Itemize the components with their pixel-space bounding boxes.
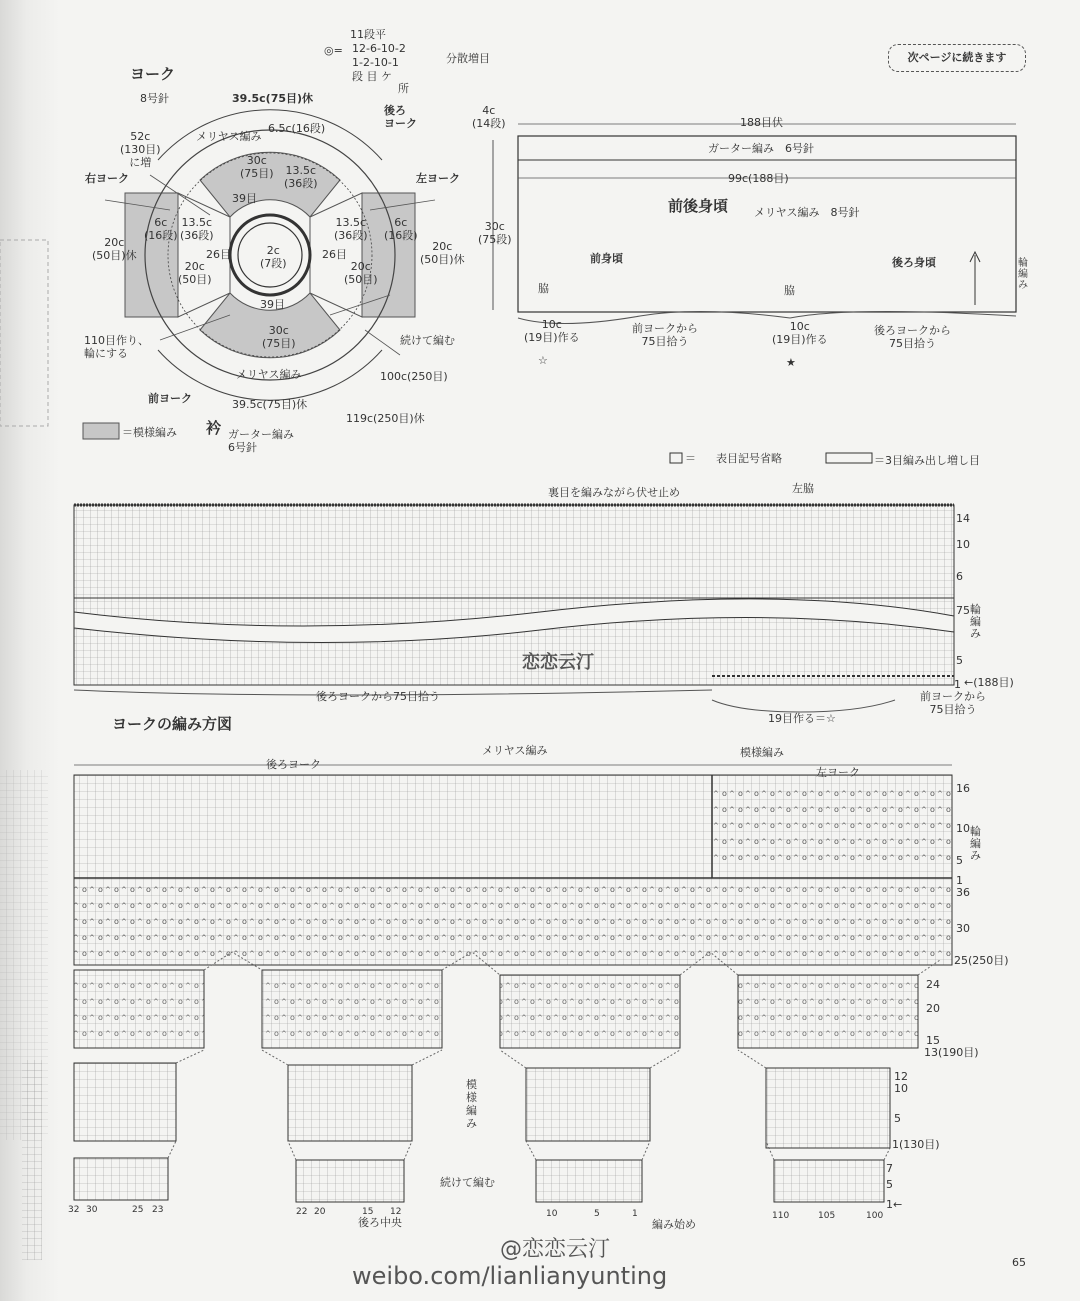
continue-next-page-note: 次ページに続きます (888, 44, 1026, 72)
side-label-2: 脇 (784, 284, 795, 297)
right-26-label: 26目 (322, 248, 347, 261)
continue-knit-label: 続けて編む (400, 334, 455, 347)
white-star: ☆ (538, 354, 548, 367)
top-30-label: 30c (75目) (240, 154, 274, 180)
back-pick-label: 後ろヨークから 75目拾う (874, 324, 951, 350)
body-4c-label: 4c (14段) (472, 104, 506, 130)
chart2-r13: 13(190目) (924, 1046, 979, 1059)
chart1-left-side: 左脇 (792, 482, 814, 495)
yoke-knitting-chart (74, 765, 952, 1202)
c99-label: 99c(188目) (728, 172, 789, 185)
right-yoke-label: 右ヨーク (85, 172, 129, 185)
chart2-r30: 30 (956, 922, 970, 935)
formula-line-4: 段 目 ケ (352, 70, 392, 83)
chart2-mid-pattern: 模 様 編 み (466, 1078, 477, 1130)
right-20-out-label: 20c (50目)休 (420, 240, 465, 266)
left-yoke-label: 左ヨーク (416, 172, 460, 185)
collar-center-label: 2c (7段) (260, 244, 287, 270)
chart1-row-6: 6 (956, 570, 963, 583)
bind-188-label: 188目伏 (740, 116, 783, 129)
left-26-label: 26目 (206, 248, 231, 261)
bottom-30-label: 30c (75目) (262, 324, 296, 350)
cast-on-label: 110目作り、 輪にする (84, 334, 149, 360)
chart1-row-14: 14 (956, 512, 970, 525)
right-20-in-label: 20c (50目) (344, 260, 378, 286)
top-39-label: 39目 (232, 192, 257, 205)
legend-item-1: ＝ (685, 452, 696, 465)
chart2-left-yoke: 左ヨーク (816, 766, 860, 779)
body-title: 前後身頃 (668, 197, 729, 215)
bottom-bind-label: 39.5c(75目)休 (232, 398, 308, 411)
chart1-front-pick: 前ヨークから 75目拾う (920, 690, 986, 716)
c119-label: 119c(250目)休 (346, 412, 425, 425)
chart2-r24: 24 (926, 978, 940, 991)
chart2-r10: 10 (956, 822, 970, 835)
chart2-pattern: 模様編み (740, 746, 784, 759)
legend-swatch (83, 423, 119, 439)
right-13-5-label: 13.5c (36段) (334, 216, 368, 242)
chart2-x12: 12 (390, 1207, 402, 1217)
chart2-continue: 続けて編む (440, 1176, 495, 1189)
chart2-x105: 105 (818, 1211, 836, 1221)
left-13-5-label: 13.5c (36段) (180, 216, 214, 242)
chart2-r5: 5 (956, 854, 963, 867)
chart1-row-75: 75 (956, 604, 970, 617)
chart2-x100: 100 (866, 1211, 884, 1221)
formula-line-5: 所 (398, 82, 409, 95)
formula-line-3: 1-2-10-1 (352, 56, 399, 69)
body-30c-label: 30c (75段) (478, 220, 512, 246)
chart2-x110: 110 (772, 1211, 790, 1221)
body-knitting-chart (74, 505, 954, 712)
chart1-row-5: 5 (956, 654, 963, 667)
left-dashed-box (0, 240, 48, 426)
legend-pattern-label: ＝模様編み (122, 426, 177, 439)
left-20-in-label: 20c (50目) (178, 260, 212, 286)
chart2-r5c: 5 (886, 1178, 893, 1191)
chart1-row-10: 10 (956, 538, 970, 551)
chart2-r1b: 1← (886, 1198, 903, 1211)
top-bind-label: 39.5c(75目)休 (232, 92, 314, 105)
chart1-top-label: 裏目を編みながら伏せ止め (548, 486, 680, 499)
chart1-round: 輪 編 み (970, 603, 981, 640)
right-6-label: 6c (16段) (384, 216, 418, 242)
side-label-1: 脇 (538, 282, 549, 295)
chart2-r1: 1 (956, 874, 963, 887)
chart2-r5b: 5 (894, 1112, 901, 1125)
chart2-x1: 1 (632, 1209, 638, 1219)
chart2-r12: 12 (894, 1070, 908, 1083)
chart2-r20: 20 (926, 1002, 940, 1015)
back-yoke-label: 後ろ ヨーク (384, 104, 417, 130)
formula-mark: ◎= (324, 44, 343, 57)
chart2-r25: 25(250目) (954, 954, 1009, 967)
chart2-r15: 15 (926, 1034, 940, 1047)
watermark-stamp: 恋恋云汀 (522, 652, 594, 673)
chart2-x25: 25 (132, 1205, 144, 1215)
chart2-x10: 10 (546, 1209, 558, 1219)
chart2-x20: 20 (314, 1207, 326, 1217)
front-pick-label: 前ヨークから 75目拾う (632, 322, 698, 348)
formula-line-2: 12-6-10-2 (352, 42, 406, 55)
front-yoke-label: 前ヨーク (148, 392, 192, 405)
left-52-label: 52c (130目) に増 (120, 130, 161, 169)
formula-note: 分散増目 (446, 52, 490, 65)
chart2-x32: 32 (68, 1205, 80, 1215)
chart2-x30: 30 (86, 1205, 98, 1215)
top-stockinette-label: メリヤス編み (196, 130, 262, 143)
chart2-r16: 16 (956, 782, 970, 795)
chart2-r10b: 10 (894, 1082, 908, 1095)
back-body-label: 後ろ身頃 (892, 256, 936, 269)
chart2-x22: 22 (296, 1207, 308, 1217)
left-10c-label: 10c (19目)作る (524, 318, 580, 344)
black-star: ★ (786, 356, 796, 369)
c100-label: 100c(250目) (380, 370, 448, 383)
page-number: 65 (1012, 1256, 1026, 1269)
chart2-round: 輪 編 み (970, 825, 981, 862)
mid-10c-label: 10c (19目)作る (772, 320, 828, 346)
collar-text: ガーター編み 6号針 (228, 428, 294, 454)
chart2-r7: 7 (886, 1162, 893, 1175)
chart1-row-1: 1 (954, 678, 961, 691)
chart2-back-yoke: 後ろヨーク (266, 758, 321, 771)
chart1-back-pick: 後ろヨークから75目拾う (316, 690, 440, 703)
chart2-r130: 1(130目) (892, 1138, 940, 1151)
round-knit-label: 輪編み (1018, 258, 1028, 291)
body-title-sub: メリヤス編み 8号針 (754, 206, 860, 219)
chart2-r36: 36 (956, 886, 970, 899)
yoke-needle: 8号針 (140, 92, 169, 105)
chart2-back-center: 後ろ中央 (358, 1216, 402, 1229)
chart1-make19: 19目作る＝☆ (768, 712, 836, 725)
top-6-5-label: 6.5c(16段) (268, 122, 326, 135)
left-6-label: 6c (16段) (144, 216, 178, 242)
legend-item-2: ＝3目編み出し増し目 (874, 454, 980, 467)
chart2-start: 編み始め (652, 1218, 696, 1231)
yoke-title: ヨーク (130, 65, 176, 83)
chart2-stockinette: メリヤス編み (482, 744, 548, 757)
watermark-handle: @恋恋云汀 (500, 1237, 611, 1262)
chart2-title: ヨークの編み方図 (112, 715, 233, 733)
chart2-x15: 15 (362, 1207, 374, 1217)
collar-char: 衿 (206, 419, 222, 437)
bottom-39-label: 39目 (260, 298, 285, 311)
left-20-out-label: 20c (50目)休 (92, 236, 137, 262)
watermark-url: weibo.com/lianlianyunting (352, 1262, 668, 1290)
legend-item-1b: 表目記号省略 (716, 452, 782, 465)
garter-label: ガーター編み 6号針 (708, 142, 814, 155)
bottom-stockinette-label: メリヤス編み (236, 368, 302, 381)
chart2-x5: 5 (594, 1209, 600, 1219)
top-13-5-label: 13.5c (36段) (284, 164, 318, 190)
front-body-label: 前身頃 (590, 252, 623, 265)
chart2-x23: 23 (152, 1205, 164, 1215)
chart1-188: ←(188目) (964, 676, 1014, 689)
formula-line-1: 11段平 (350, 28, 386, 41)
